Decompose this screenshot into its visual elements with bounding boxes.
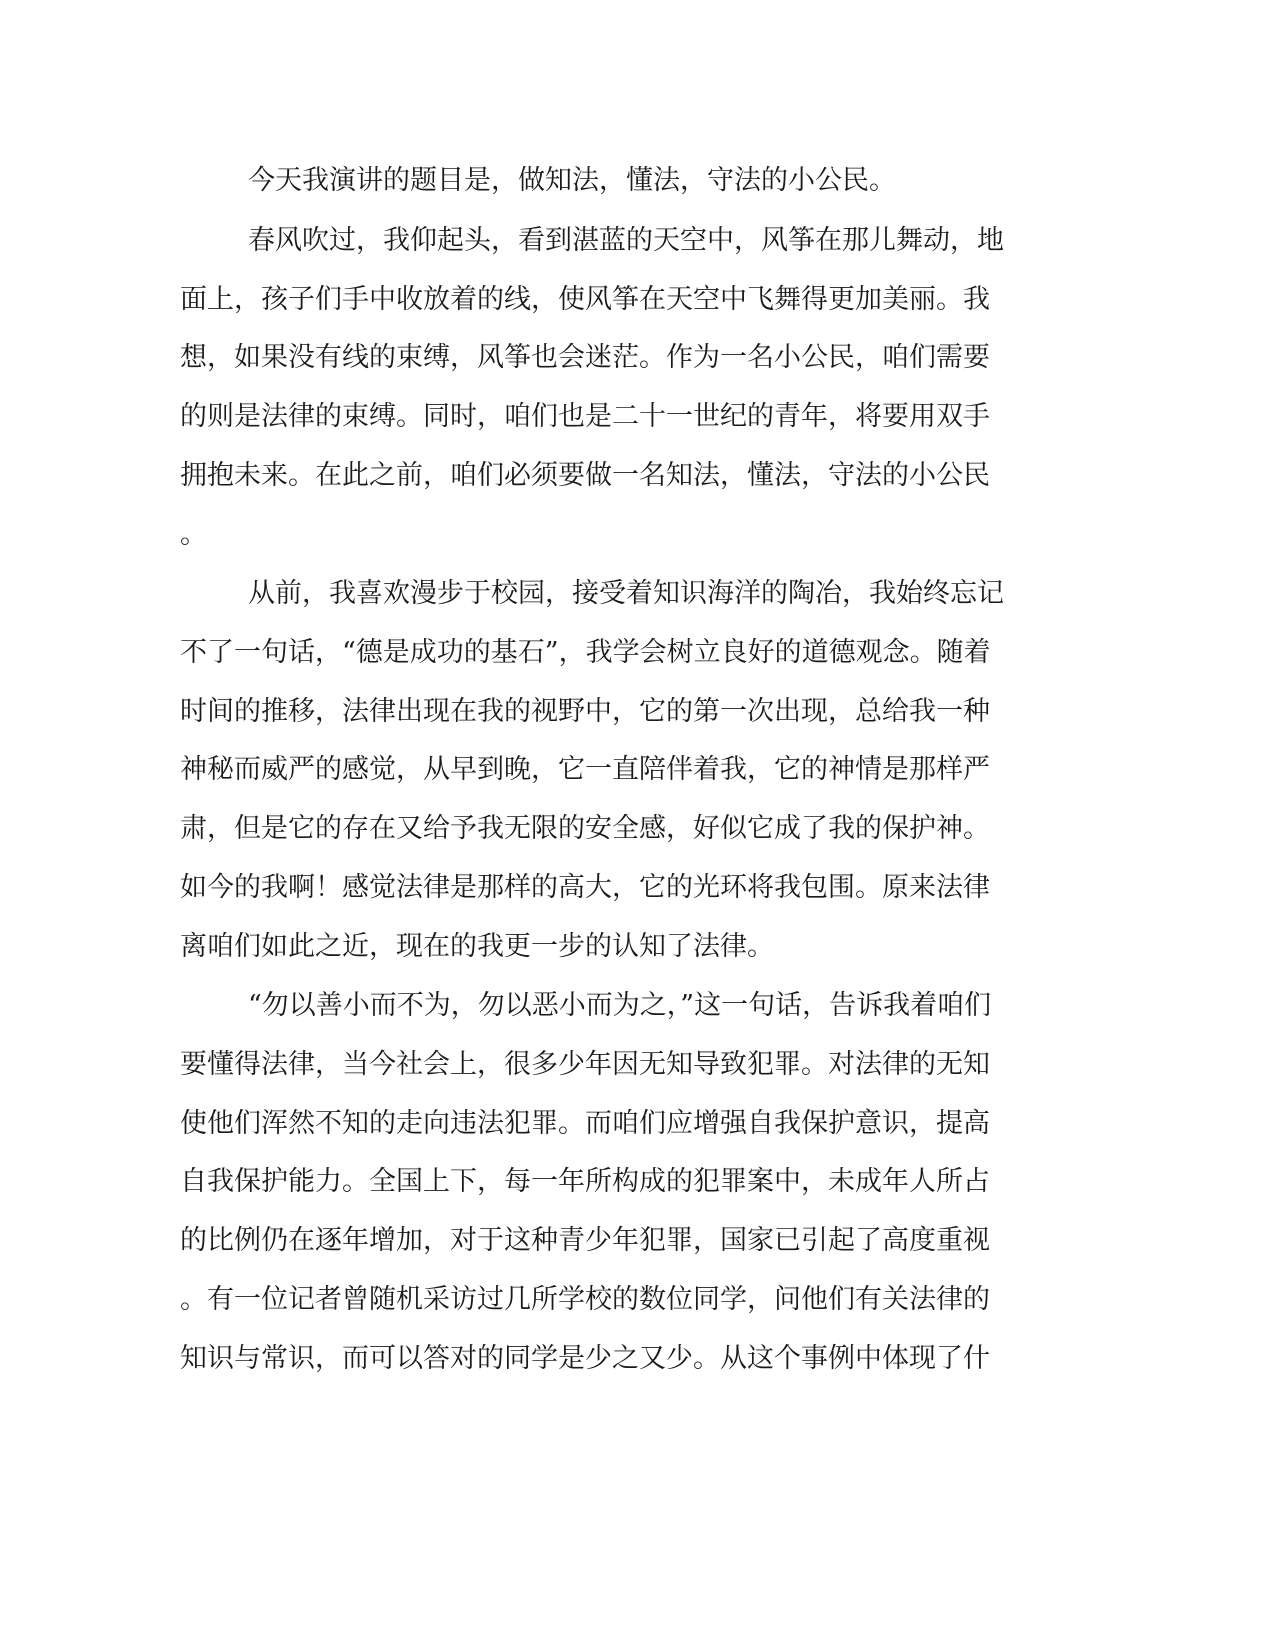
text-line: 要懂得法律，当今社会上，很多少年因无知导致犯罪。对法律的无知 — [180, 1049, 990, 1080]
text-line: “勿以善小而不为，勿以恶小而为之，”这一句话，告诉我着咱们 — [248, 990, 992, 1021]
text-line: 不了一句话，“德是成功的基石”，我学会树立良好的道德观念。随着 — [180, 637, 991, 668]
text-line: 肃，但是它的存在又给予我无限的安全感，好似它成了我的保护神。 — [180, 813, 990, 844]
text-line: 离咱们如此之近，现在的我更一步的认知了法律。 — [180, 931, 774, 962]
text-line: 面上，孩子们手中收放着的线，使风筝在天空中飞舞得更加美丽。我 — [180, 284, 990, 315]
text-line: 自我保护能力。全国上下，每一年所构成的犯罪案中，未成年人所占 — [180, 1166, 990, 1197]
text-line: 从前，我喜欢漫步于校园，接受着知识海洋的陶冶，我始终忘记 — [248, 578, 1004, 609]
text-line: 的比例仍在逐年增加，对于这种青少年犯罪，国家已引起了高度重视 — [180, 1225, 990, 1256]
text-line: 如今的我啊！感觉法律是那样的高大，它的光环将我包围。原来法律 — [180, 872, 990, 903]
text-line: 。 — [180, 519, 207, 550]
text-line: 知识与常识，而可以答对的同学是少之又少。从这个事例中体现了什 — [180, 1343, 990, 1374]
text-line: 使他们浑然不知的走向违法犯罪。而咱们应增强自我保护意识，提高 — [180, 1108, 990, 1139]
text-line: 今天我演讲的题目是，做知法，懂法，守法的小公民。 — [248, 165, 896, 196]
text-line: 拥抱未来。在此之前，咱们必须要做一名知法，懂法，守法的小公民 — [180, 460, 990, 491]
text-line: 春风吹过，我仰起头，看到湛蓝的天空中，风筝在那儿舞动，地 — [248, 225, 1004, 256]
text-line: 。有一位记者曾随机采访过几所学校的数位同学，问他们有关法律的 — [180, 1284, 990, 1315]
text-line: 神秘而威严的感觉，从早到晚，它一直陪伴着我，它的神情是那样严 — [180, 754, 990, 785]
text-line: 的则是法律的束缚。同时，咱们也是二十一世纪的青年，将要用双手 — [180, 401, 990, 432]
text-line: 时间的推移，法律出现在我的视野中，它的第一次出现，总给我一种 — [180, 696, 990, 727]
text-line: 想，如果没有线的束缚，风筝也会迷茫。作为一名小公民，咱们需要 — [180, 342, 990, 373]
